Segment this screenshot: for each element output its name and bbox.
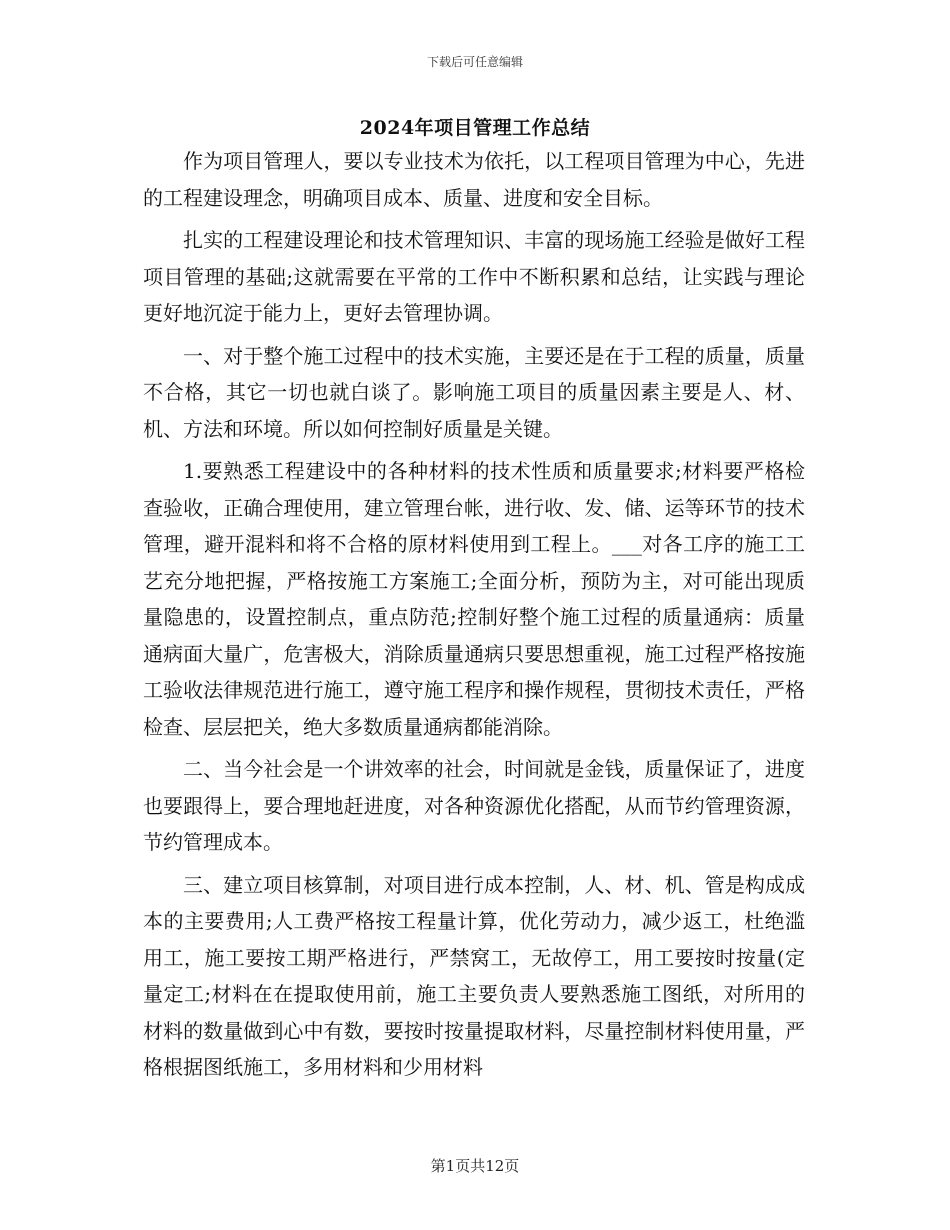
paragraph-intro: 作为项目管理人，要以专业技术为依托，以工程项目管理为中心，先进的工程建设理念，明确项目成本、质量、进度和安全目标。 xyxy=(143,149,805,210)
page-footer-indicator: 第1页共12页 xyxy=(430,1157,520,1175)
document-title: 2024年项目管理工作总结 xyxy=(359,117,591,139)
page-header-note: 下载后可任意编辑 xyxy=(426,55,523,69)
paragraph-section-three: 三、建立项目核算制，对项目进行成本控制，人、材、机、管是构成成本的主要费用;人工费严格按工程量计算，优化劳动力，减少返工，杜绝滥用工，施工要按工期严格进行，严禁窝工，无故停工，用工要按时按量(定量定工;材料在在提取使用前，施工主要负责人要熟悉施工图纸，对所用的材料的数量做到心中有数，要按时按量提取材料，尽量控制材料使用量，严格根据图纸施工，多用材料和少用材料 xyxy=(143,872,805,1079)
paragraph-section-two: 二、当今社会是一个讲效率的社会，时间就是金钱，质量保证了，进度也要跟得上，要合理地赶进度，对各种资源优化搭配，从而节约管理资源，节约管理成本。 xyxy=(143,757,805,854)
paragraph-section-one: 一、对于整个施工过程中的技术实施，主要还是在于工程的质量，质量不合格，其它一切也就白谈了。影响施工项目的质量因素主要是人、材、机、方法和环境。所以如何控制好质量是关键。 xyxy=(143,343,805,441)
document-body xyxy=(143,143,805,1092)
paragraph-materials: 1.要熟悉工程建设中的各种材料的技术性质和质量要求;材料要严格检查验收，正确合理使用，建立管理台帐，进行收、发、储、运等环节的技术管理，避开混料和将不合格的原材料使用到工程上。___对各工序的施工工艺充分地把握，严格按施工方案施工;全面分析，预防为主，对可能出现质量隐患的，设置控制点，重点防范;控制好整个施工过程的质量通病：质量通病面大量广，危害极大，消除质量通病只要思想重视，施工过程严格按施工验收法律规范进行施工，遵守施工程序和操作规程，贯彻技术责任，严格检查、层层把关，绝大多数质量通病都能消除。 xyxy=(143,459,805,739)
paragraph-foundation: 扎实的工程建设理论和技术管理知识、丰富的现场施工经验是做好工程项目管理的基础;这就需要在平常的工作中不断积累和总结，让实践与理论更好地沉淀于能力上，更好去管理协调。 xyxy=(143,228,805,325)
